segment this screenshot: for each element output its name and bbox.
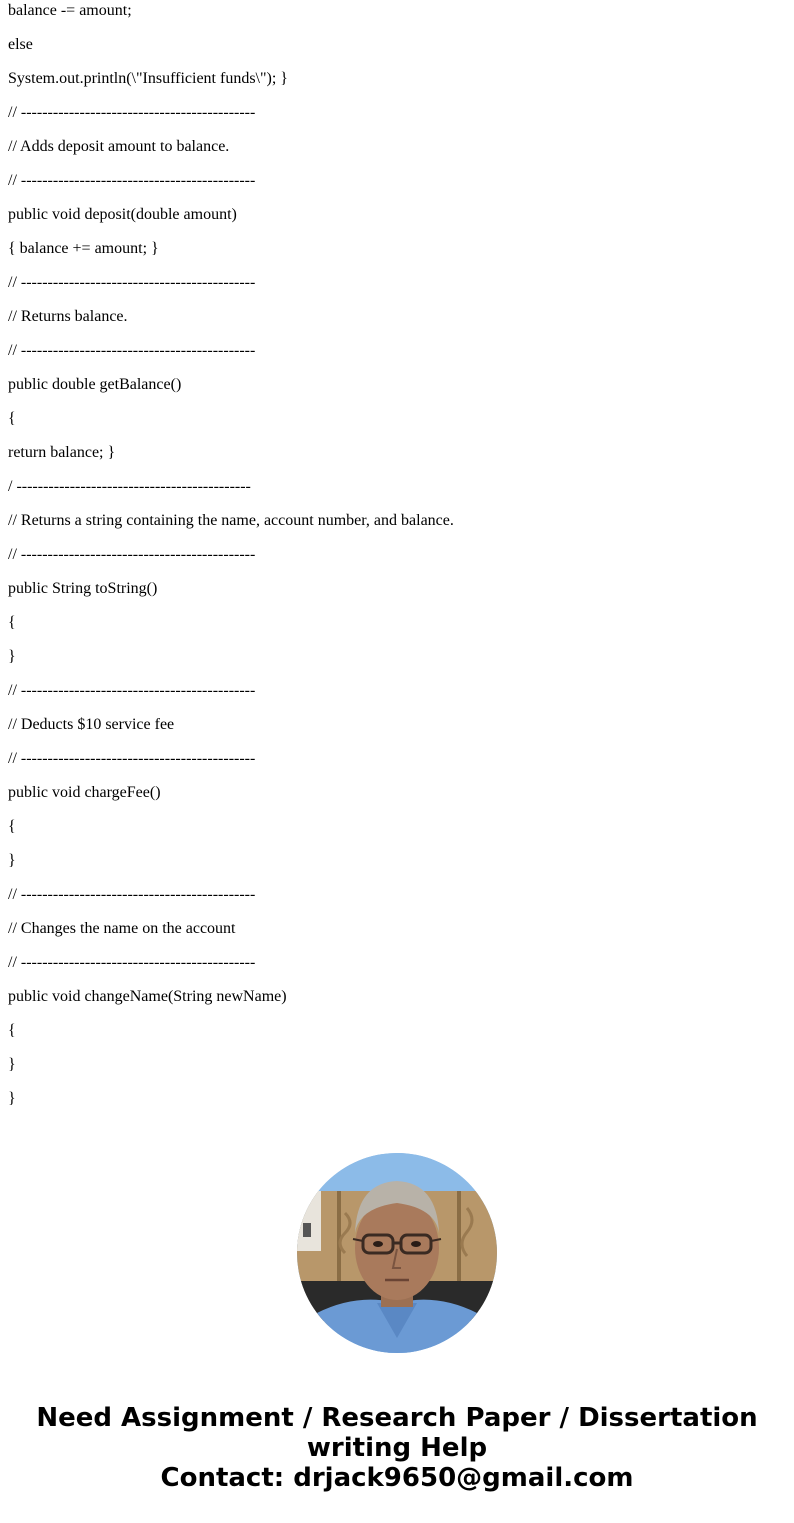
code-document <box>8 0 788 1116</box>
code-line: } <box>8 1090 16 1107</box>
code-comment: // Deducts $10 service fee <box>8 716 175 733</box>
portrait-image <box>297 1153 497 1353</box>
separator-comment: // -------------------------------------------- <box>8 954 256 971</box>
promo-banner <box>0 1403 794 1493</box>
code-line: public String toString() <box>8 580 158 597</box>
code-line: { balance += amount; } <box>8 240 159 257</box>
code-comment: // Returns a string containing the name, account number, and balance. <box>8 512 454 529</box>
code-line: else <box>8 36 33 53</box>
code-line: public void deposit(double amount) <box>8 206 237 223</box>
separator-comment: // -------------------------------------------- <box>8 682 256 699</box>
code-line: } <box>8 1056 16 1073</box>
separator-comment: // -------------------------------------------- <box>8 274 256 291</box>
separator-comment: // -------------------------------------------- <box>8 104 256 121</box>
separator-comment: // -------------------------------------------- <box>8 172 256 189</box>
code-line: } <box>8 852 16 869</box>
code-line: } <box>8 648 16 665</box>
code-line: public void changeName(String newName) <box>8 988 287 1005</box>
separator-comment: // -------------------------------------------- <box>8 342 256 359</box>
separator-comment: // -------------------------------------------- <box>8 886 256 903</box>
code-line: { <box>8 614 16 631</box>
code-line: balance -= amount; <box>8 2 132 19</box>
code-line: { <box>8 410 16 427</box>
code-line: { <box>8 1022 16 1039</box>
separator-comment: // -------------------------------------------- <box>8 546 256 563</box>
separator-comment: / -------------------------------------------- <box>8 478 251 495</box>
promo-headline: Need Assignment / Research Paper / Dissertation <box>36 1403 758 1433</box>
code-line: { <box>8 818 16 835</box>
avatar <box>297 1153 497 1353</box>
code-line: return balance; } <box>8 444 116 461</box>
code-comment: // Returns balance. <box>8 308 128 325</box>
promo-contact: Contact: drjack9650@gmail.com <box>160 1463 634 1493</box>
code-comment: // Changes the name on the account <box>8 920 236 937</box>
promo-subheadline: writing Help <box>306 1433 488 1463</box>
code-comment: // Adds deposit amount to balance. <box>8 138 230 155</box>
code-line: System.out.println(\"Insufficient funds\"); } <box>8 70 288 87</box>
separator-comment: // -------------------------------------------- <box>8 750 256 767</box>
code-line: public double getBalance() <box>8 376 182 393</box>
code-line: public void chargeFee() <box>8 784 161 801</box>
